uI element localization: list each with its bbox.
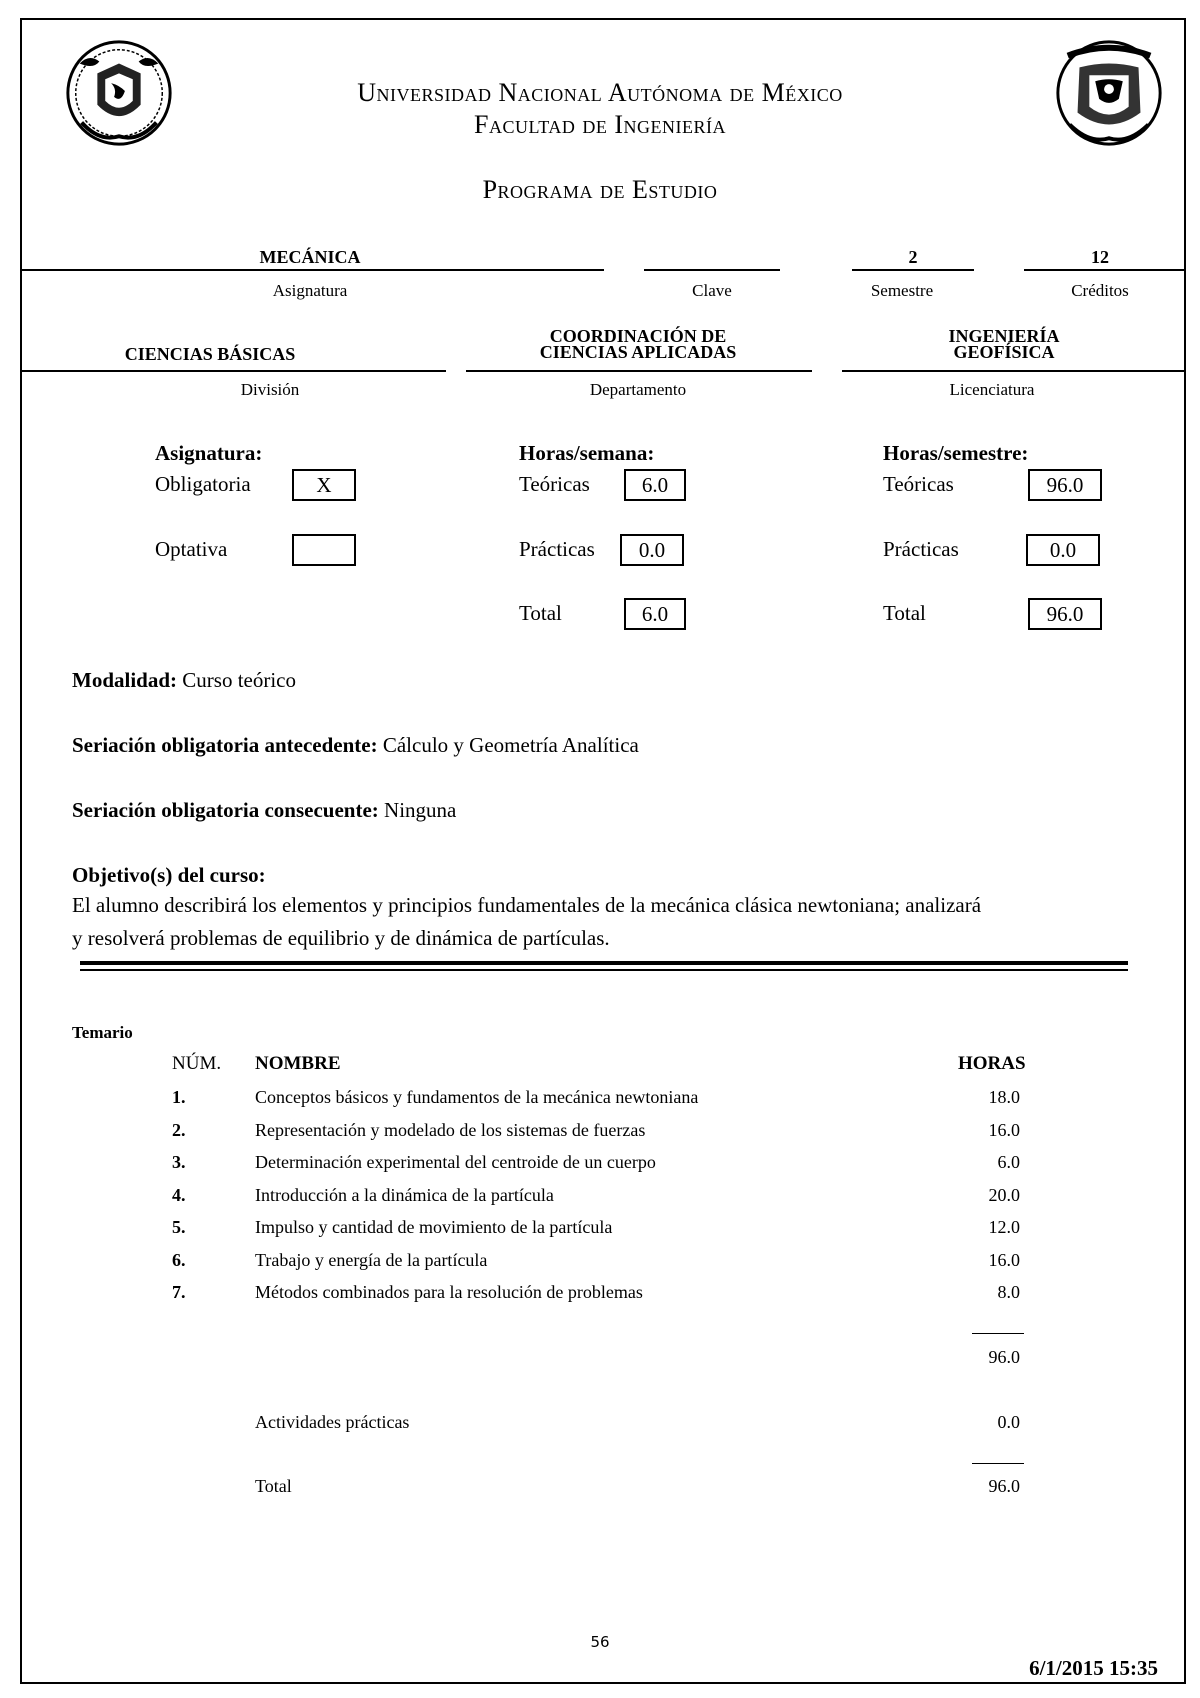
- semana-teoricas-box: 6.0: [624, 469, 686, 501]
- departamento-line1: COORDINACIÓN DE: [549, 326, 727, 346]
- university-title: Universidad Nacional Autónoma de México: [357, 78, 843, 107]
- course-name: MECÁNICA: [259, 247, 361, 267]
- creditos-label: Créditos: [1071, 281, 1129, 300]
- obligatoria-label: Obligatoria: [155, 472, 251, 496]
- semestre-practicas-box: 0.0: [1026, 534, 1100, 566]
- departamento-line: [466, 370, 812, 372]
- temario-row-num: 2.: [172, 1119, 186, 1140]
- temario-title: Temario: [72, 1023, 133, 1042]
- col-name-header: NOMBRE: [255, 1053, 341, 1074]
- course-name-line: [20, 269, 604, 271]
- col-num-header: NÚM.: [172, 1053, 222, 1074]
- temario-row-name: Conceptos básicos y fundamentos de la mecánica newtoniana: [255, 1087, 699, 1107]
- clave-label: Clave: [692, 281, 732, 300]
- modalidad-value: Curso teórico: [182, 668, 297, 692]
- course-name-label: Asignatura: [272, 281, 348, 300]
- semana-total-box: 6.0: [624, 598, 686, 630]
- departamento-label: Departamento: [589, 380, 687, 399]
- objetivo-label: Objetivo(s) del curso:: [72, 863, 266, 887]
- semestre-line: [852, 269, 974, 271]
- temario-row-name: Métodos combinados para la resolución de problemas: [255, 1282, 643, 1302]
- temario-row-hours: 12.0: [988, 1217, 1020, 1237]
- total-line: [972, 1463, 1024, 1464]
- temario-row: [0, 1152, 1200, 1184]
- semana-total-label: Total: [519, 601, 562, 625]
- seriacion-consecuente-field: [72, 798, 456, 823]
- temario-row-num: 3.: [172, 1152, 186, 1172]
- creditos-line: [1024, 269, 1186, 271]
- section-divider-thick: [80, 961, 1128, 965]
- modalidad-field: [72, 668, 296, 693]
- semestre-label: Semestre: [870, 281, 934, 300]
- temario-row: [0, 1087, 1200, 1119]
- licenciatura-line: [842, 370, 1186, 372]
- temario-row-hours: 16.0: [988, 1249, 1020, 1270]
- optativa-label: Optativa: [155, 537, 228, 561]
- temario-row: [0, 1120, 1200, 1152]
- obligatoria-box: X: [292, 469, 356, 501]
- temario-row: [0, 1185, 1200, 1217]
- temario-row-num: 4.: [172, 1184, 186, 1205]
- asignatura-heading: Asignatura:: [155, 441, 263, 465]
- temario-row-num: 1.: [172, 1087, 186, 1107]
- col-hours-header: HORAS: [958, 1053, 1026, 1074]
- section-divider-thin: [80, 969, 1128, 971]
- seriacion-antecedente-label: Seriación obligatoria antecedente:: [72, 733, 378, 757]
- horas-semana-heading: Horas/semana:: [519, 441, 655, 465]
- temario-row-hours: 16.0: [988, 1119, 1020, 1140]
- departamento-line2: CIENCIAS APLICADAS: [539, 342, 737, 362]
- temario-row-name: Introducción a la dinámica de la partícula: [255, 1184, 554, 1205]
- semestre-total-label: Total: [883, 601, 926, 625]
- temario-row-name: Impulso y cantidad de movimiento de la partícula: [255, 1217, 613, 1237]
- temario-row-name: Trabajo y energía de la partícula: [255, 1249, 488, 1270]
- course-creditos: 12: [1091, 247, 1109, 267]
- licenciatura-line1: INGENIERÍA: [948, 326, 1060, 346]
- page-number: 56: [590, 1633, 610, 1651]
- subtotal-hours: 96.0: [988, 1347, 1020, 1367]
- temario-row: [0, 1282, 1200, 1314]
- temario-row-name: Determinación experimental del centroide de un cuerpo: [255, 1152, 656, 1172]
- temario-row-hours: 8.0: [997, 1282, 1020, 1302]
- temario-row-num: 7.: [172, 1282, 186, 1302]
- clave-line: [644, 269, 780, 271]
- semana-teoricas-label: Teóricas: [519, 472, 590, 496]
- licenciatura-line2: GEOFÍSICA: [953, 342, 1055, 362]
- semestre-teoricas-box: 96.0: [1028, 469, 1102, 501]
- temario-row: [0, 1250, 1200, 1282]
- total-label: Total: [255, 1476, 292, 1496]
- temario-row: [0, 1217, 1200, 1249]
- actividades-hours: 0.0: [997, 1412, 1020, 1432]
- division-label: División: [240, 380, 300, 399]
- optativa-box: [292, 534, 356, 566]
- course-semestre: 2: [908, 247, 918, 267]
- temario-row-num: 6.: [172, 1249, 186, 1270]
- semestre-total-box: 96.0: [1028, 598, 1102, 630]
- subtotal-line: [972, 1333, 1024, 1334]
- semana-practicas-label: Prácticas: [519, 537, 595, 561]
- temario-row-hours: 20.0: [988, 1184, 1020, 1205]
- program-title: Programa de Estudio: [482, 175, 718, 204]
- temario-row-hours: 18.0: [988, 1087, 1020, 1107]
- modalidad-label: Modalidad:: [72, 668, 178, 692]
- temario-row-hours: 6.0: [997, 1152, 1020, 1172]
- semestre-teoricas-label: Teóricas: [883, 472, 954, 496]
- seriacion-antecedente-field: [72, 733, 639, 758]
- semana-practicas-box: 0.0: [620, 534, 684, 566]
- seriacion-consecuente-value: Ninguna: [384, 798, 457, 822]
- total-hours: 96.0: [988, 1476, 1020, 1496]
- semestre-practicas-label: Prácticas: [883, 537, 959, 561]
- objetivo-line1: El alumno describirá los elementos y principios fundamentales de la mecánica clásica newtoniana; analizará: [72, 893, 982, 917]
- seriacion-antecedente-value: Cálculo y Geometría Analítica: [382, 733, 639, 757]
- actividades-label: Actividades prácticas: [255, 1412, 410, 1432]
- faculty-title: Facultad de Ingeniería: [474, 110, 726, 139]
- division-value: CIENCIAS BÁSICAS: [124, 344, 296, 364]
- objetivo-line2: y resolverá problemas de equilibrio y de dinámica de partículas.: [72, 926, 610, 950]
- temario-row-name: Representación y modelado de los sistemas de fuerzas: [255, 1119, 646, 1140]
- horas-semestre-heading: Horas/semestre:: [883, 441, 1029, 465]
- division-line: [20, 370, 446, 372]
- licenciatura-label: Licenciatura: [949, 380, 1035, 399]
- temario-row-num: 5.: [172, 1217, 186, 1237]
- timestamp: 6/1/2015 15:35: [1029, 1656, 1158, 1680]
- seriacion-consecuente-label: Seriación obligatoria consecuente:: [72, 798, 379, 822]
